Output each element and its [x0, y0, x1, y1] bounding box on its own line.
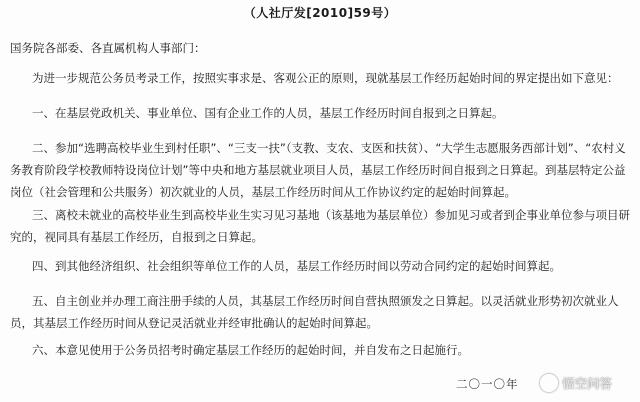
intro-paragraph: 为进一步规范公务员考录工作，按照实事求是、客观公正的原则，现就基层工作经历起始时间的界定提出如下意见：: [32, 71, 619, 85]
issue-date: 二〇一〇年: [456, 377, 519, 391]
clause-3: 三、离校未就业的高校毕业生到高校毕业生实习见习基地（该基地为基层单位）参加见习或者到企事业单位参与项目研究的，视同具有基层工作经历，自报到之日算起。: [10, 208, 630, 244]
clause-4: 四、到其他经济组织、社会组织等单位工作的人员，基层工作经历时间以劳动合同约定的起始时间算起。: [32, 259, 561, 273]
clause-1: 一、在基层党政机关、事业单位、国有企业工作的人员，基层工作经历时间自报到之日算起。: [32, 106, 504, 120]
clause-2: 二、参加“选聘高校毕业生到村任职”、“三支一扶”（支教、支农、支医和扶贫）、“大学生志愿服务西部计划”、“农村义务教育阶段学校教师特设岗位计划”等中央和地方基层就业项目人员，基层工作经历时间自报到之日算起。到基层特定公益岗位（社会管理和公共服务）初次就业的人员，基层工作经历时间从工作协议约定的起始时间算起。: [10, 141, 626, 199]
clause-6: 六、本意见使用于公务员招考时确定基层工作经历的起始时间，并自发布之日起施行。: [32, 343, 469, 357]
document-number: （人社厅发[2010]59号）: [243, 6, 397, 20]
clause-5: 五、自主创业并办理工商注册手续的人员，其基层工作经历时间自营执照颁发之日算起。以灵活就业形势初次就业人员，其基层工作经历时间从登记灵活就业并经审批确认的起始时间算起。: [10, 294, 619, 330]
watermark-text: 悟空问答: [562, 376, 613, 391]
recipient-line: 国务院各部委、各直属机构人事部门：: [10, 41, 206, 55]
wukong-logo-icon: [540, 374, 558, 392]
watermark: [540, 370, 612, 396]
